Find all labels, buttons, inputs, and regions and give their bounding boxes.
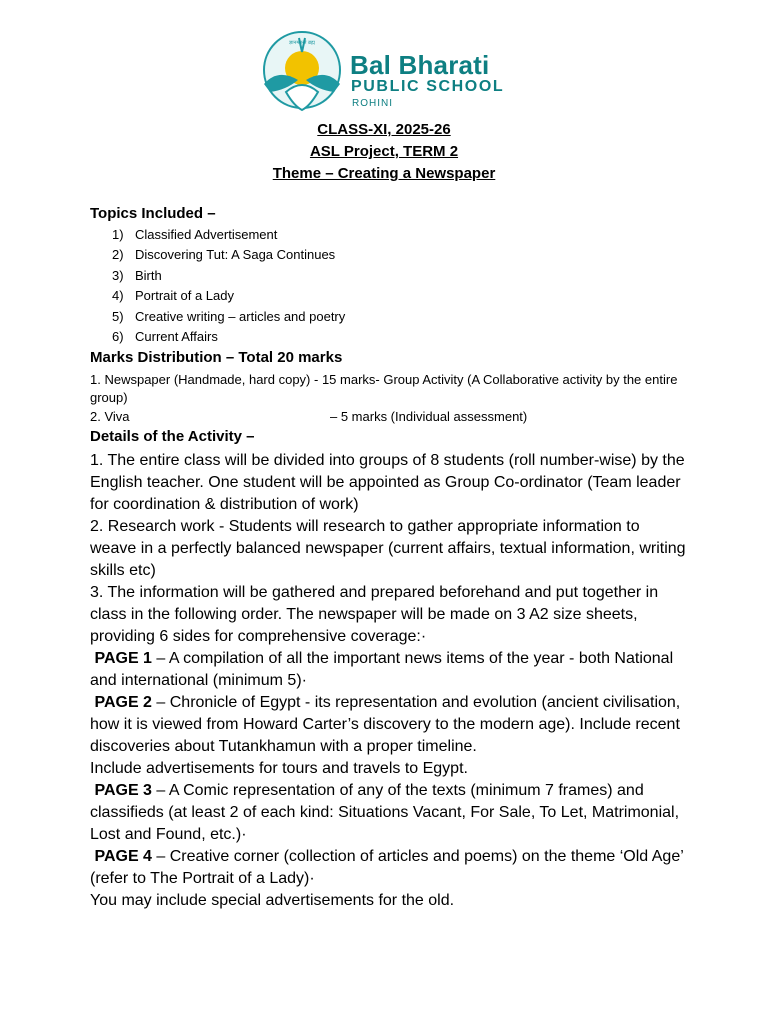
details-paragraph-3: 3. The information will be gathered and prepared beforehand and put together in class in the following order. The newspaper will be made on 3 A2 size sheets, providing 6 sides for comprehensive coverage:· xyxy=(90,584,659,645)
details-heading: Details of the Activity – xyxy=(90,428,255,445)
class-heading: CLASS-XI, 2025-26 xyxy=(317,121,451,138)
page-4-extra: You may include special advertisements for the old. xyxy=(90,892,455,909)
page-2-label: PAGE 2 xyxy=(94,694,152,711)
details-paragraph-2: 2. Research work - Students will research to gather appropriate information to weave in a perfectly balanced newspaper (current affairs, textual information, writing skills etc) xyxy=(90,518,686,579)
list-item xyxy=(112,308,345,328)
marks-heading: Marks Distribution – Total 20 marks xyxy=(90,349,343,366)
marks-line-viva xyxy=(90,408,528,426)
item-text: Current Affairs xyxy=(135,328,218,344)
page-4-text: – Creative corner (collection of articles and poems) on the theme ‘Old Age’ (refer to The Portrait of a Lady)· xyxy=(90,848,684,887)
theme-heading: Theme – Creating a Newspaper xyxy=(272,165,496,182)
item-text: Discovering Tut: A Saga Continues xyxy=(135,247,336,263)
page-4-label: PAGE 4 xyxy=(94,848,152,865)
item-text: Creative writing – articles and poetry xyxy=(135,308,346,324)
details-body xyxy=(90,450,690,912)
item-number: 5) xyxy=(112,308,124,324)
page-3-label: PAGE 3 xyxy=(94,782,152,799)
marks-line-newspaper: 1. Newspaper (Handmade, hard copy) - 15 marks- Group Activity (A Collaborative activity by the entire group) xyxy=(90,372,678,405)
page-4-description xyxy=(90,846,690,890)
topics-heading: Topics Included – xyxy=(90,205,216,222)
item-number: 3) xyxy=(112,267,124,283)
page-3-description xyxy=(90,780,690,846)
details-paragraph-1: 1. The entire class will be divided into groups of 8 students (roll number-wise) by the English teacher. One student will be appointed as Group Co-ordinator (Team leader for coordination & distribution of work) xyxy=(90,452,685,513)
list-item xyxy=(112,267,345,287)
school-type: PUBLIC SCHOOL xyxy=(351,78,505,95)
item-text: Portrait of a Lady xyxy=(135,288,234,304)
viva-label: 2. Viva xyxy=(90,409,130,424)
page-1-text: – A compilation of all the important news items of the year - both National and international (minimum 5)· xyxy=(90,650,674,689)
list-item xyxy=(112,226,345,246)
school-branch: ROHINI xyxy=(352,98,393,109)
item-number: 1) xyxy=(112,227,124,242)
page-2-description xyxy=(90,692,690,758)
viva-marks: – 5 marks (Individual assessment) xyxy=(330,409,528,424)
list-item xyxy=(112,246,345,266)
list-item xyxy=(112,328,345,348)
page-2-extra: Include advertisements for tours and travels to Egypt. xyxy=(90,760,468,777)
item-text: Birth xyxy=(135,267,162,283)
topics-list xyxy=(112,226,345,348)
page-1-label: PAGE 1 xyxy=(94,650,152,667)
school-name: Bal Bharati xyxy=(350,50,490,80)
item-number: 6) xyxy=(112,328,124,344)
item-number: 2) xyxy=(112,247,124,263)
list-item xyxy=(112,287,345,307)
item-number: 4) xyxy=(112,288,124,304)
page-3-text: – A Comic representation of any of the texts (minimum 7 frames) and classifieds (at least 2 of each kind: Situations Vacant, For Sale, To Let, Matrimonial, Lost and Found, etc.)· xyxy=(90,782,680,843)
school-emblem-icon xyxy=(256,30,348,120)
project-heading: ASL Project, TERM 2 xyxy=(309,143,459,160)
item-text: Classified Advertisement xyxy=(135,227,278,242)
school-logo xyxy=(256,30,512,120)
page-2-text: – Chronicle of Egypt - its representation and evolution (ancient civilisation, how it is viewed from Howard Carter’s discovery to the modern age). Include recent discoveries about Tutankhamun with a proper timeline. xyxy=(90,694,681,755)
emblem-motto: ज्ञानमनन्तं ब्रह्म xyxy=(289,40,315,46)
page-1-description xyxy=(90,648,690,692)
